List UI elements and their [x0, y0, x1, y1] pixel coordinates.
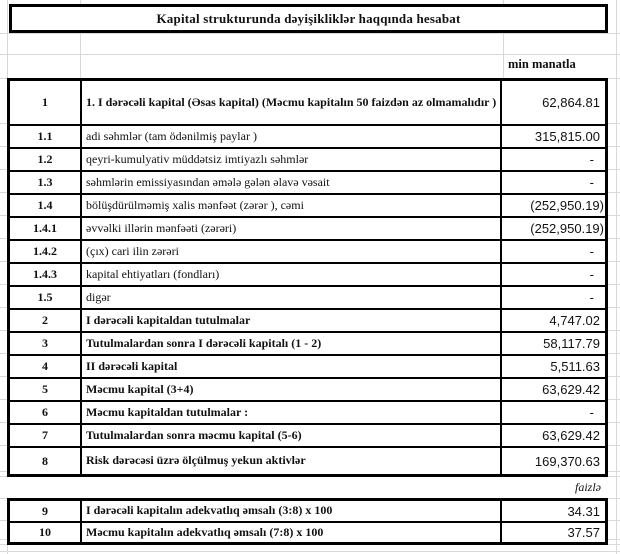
table-row: [10, 287, 605, 310]
row-number-cell: 9: [10, 501, 82, 521]
gridline-tick: [608, 169, 620, 170]
table-row: [10, 264, 605, 287]
table-row: [10, 379, 605, 402]
row-value-cell: -: [589, 405, 594, 420]
gridline-tick: [608, 78, 620, 79]
row-label-cell: II dərəcəli kapital: [82, 356, 502, 377]
gridline-tick: [608, 376, 620, 377]
gridline-tick: [608, 192, 620, 193]
table-row: [10, 310, 605, 333]
row-label-cell: Məcmu kapitalın adekvatlıq əmsalı (7:8) x 100: [82, 523, 502, 542]
gridline-tick: [0, 498, 7, 499]
gridline-tick: [0, 520, 7, 521]
table-row: [10, 333, 605, 356]
row-value-cell: (252,950.19): [530, 221, 604, 236]
row-label-cell: qeyri-kumulyativ müddətsiz imtiyazlı səhmlər: [82, 149, 502, 170]
gridline-tick: [0, 307, 7, 308]
gridline-tick: [0, 78, 7, 79]
row-value-cell: -: [589, 152, 594, 167]
row-number-cell: 1.4.1: [10, 218, 82, 239]
table-row: [10, 448, 605, 474]
gridline-tick: [0, 284, 7, 285]
gridline-tick: [608, 238, 620, 239]
percent-unit-label: faizlə: [7, 477, 608, 498]
gridline-tick: [0, 146, 7, 147]
row-number-cell: 1.5: [10, 287, 82, 308]
gridline-tick: [608, 330, 620, 331]
table-row: [10, 523, 605, 542]
gridline-tick: [0, 261, 7, 262]
table-row: [10, 126, 605, 149]
unit-label: min manatla: [508, 57, 576, 71]
row-label-cell: kapital ehtiyatları (fondları): [82, 264, 502, 285]
gridline-tick: [608, 146, 620, 147]
row-label-cell: əvvəlki illərin mənfəəti (zərəri): [82, 218, 502, 239]
row-value-cell: 63,629.42: [542, 428, 600, 443]
row-number-cell: 1.3: [10, 172, 82, 193]
row-number-cell: 1: [10, 81, 82, 124]
gridline-tick: [0, 544, 7, 545]
gridline-tick: [0, 445, 7, 446]
row-value-cell: -: [589, 175, 594, 190]
row-number-cell: 1.4.3: [10, 264, 82, 285]
table-row: [10, 356, 605, 379]
table-row: [10, 81, 605, 126]
capital-structure-table: [7, 78, 608, 477]
adequacy-ratio-table: [7, 498, 608, 545]
row-label-cell: adi səhmlər (tam ödənilmiş paylar ): [82, 126, 502, 147]
table-row: [10, 195, 605, 218]
gridline-tick: [0, 476, 7, 477]
gridline-tick: [0, 376, 7, 377]
row-value-cell: 315,815.00: [534, 129, 600, 144]
row-label-cell: bölüşdürülməmiş xalis mənfəət (zərər ), cəmi: [82, 195, 502, 216]
table-row: [10, 172, 605, 195]
gridline-tick: [0, 353, 7, 354]
row-number-cell: 1.4.2: [10, 241, 82, 262]
gridline-tick: [608, 544, 620, 545]
gridline-tick: [608, 422, 620, 423]
gridline-tick: [0, 422, 7, 423]
gridline-tick: [608, 445, 620, 446]
row-label-cell: 1. I dərəcəli kapital (Əsas kapital) (Məcmu kapitalın 50 faizdən az olmamalıdır ): [82, 81, 502, 124]
gridline-tick: [608, 261, 620, 262]
row-number-cell: 4: [10, 356, 82, 377]
row-value-cell: 34.31: [567, 503, 600, 519]
gridline-tick: [0, 215, 7, 216]
table-row: [10, 501, 605, 523]
row-label-cell: səhmlərin emissiyasından əmələ gələn əlavə vəsait: [82, 172, 502, 193]
row-label-cell: I dərəcəli kapitalın adekvatlıq əmsalı (3:8) x 100: [82, 501, 502, 521]
row-label-cell: Tutulmalardan sonra məcmu kapital (5-6): [82, 425, 502, 446]
row-number-cell: 6: [10, 402, 82, 423]
gridline-tick: [608, 307, 620, 308]
table-row: [10, 218, 605, 241]
gridline-tick: [608, 498, 620, 499]
gridline-tick: [608, 520, 620, 521]
row-number-cell: 1.2: [10, 149, 82, 170]
row-number-cell: 3: [10, 333, 82, 354]
gridline-tick: [0, 238, 7, 239]
row-value-cell: -: [589, 244, 594, 259]
row-value-cell: 63,629.42: [542, 382, 600, 397]
gridline-tick: [608, 284, 620, 285]
row-value-cell: 37.57: [567, 525, 600, 540]
gridline-tick: [608, 123, 620, 124]
gridline-tick: [608, 215, 620, 216]
gridline-tick: [0, 169, 7, 170]
row-label-cell: Məcmu kapitaldan tutulmalar :: [82, 402, 502, 423]
gridline-tick: [608, 399, 620, 400]
row-label-cell: Tutulmalardan sonra I dərəcəli kapitalı (1 - 2): [82, 333, 502, 354]
gridline-tick: [608, 471, 620, 472]
gridline-tick: [0, 471, 7, 472]
row-value-cell: -: [589, 267, 594, 282]
row-label-cell: (çıx) cari ilin zərəri: [82, 241, 502, 262]
gridline: [0, 54, 620, 55]
gridline-tick: [0, 330, 7, 331]
gridline-tick: [608, 539, 620, 540]
gridline-tick: [0, 539, 7, 540]
row-value-cell: 4,747.02: [549, 313, 600, 328]
row-number-cell: 10: [10, 523, 82, 542]
table-row: [10, 425, 605, 448]
row-label-cell: Məcmu kapital (3+4): [82, 379, 502, 400]
row-number-cell: 5: [10, 379, 82, 400]
report-title: Kapital strukturunda dəyişikliklər haqqında hesabat: [156, 10, 461, 26]
row-value-cell: 62,864.81: [542, 95, 600, 110]
row-value-cell: -: [589, 290, 594, 305]
row-value-cell: 58,117.79: [543, 336, 600, 351]
gridline: [0, 551, 620, 552]
row-label-cell: Risk dərəcəsi üzrə ölçülmuş yekun aktivlər: [82, 448, 502, 474]
table-row: [10, 149, 605, 172]
gridline: [0, 33, 620, 34]
row-number-cell: 2: [10, 310, 82, 331]
gridline-tick: [0, 399, 7, 400]
row-value-cell: 5,511.63: [550, 359, 600, 374]
table-row: [10, 402, 605, 425]
row-number-cell: 8: [10, 448, 82, 474]
row-label-cell: I dərəcəli kapitaldan tutulmalar: [82, 310, 502, 331]
row-number-cell: 1.4: [10, 195, 82, 216]
row-number-cell: 7: [10, 425, 82, 446]
gridline-tick: [0, 123, 7, 124]
row-number-cell: 1.1: [10, 126, 82, 147]
gridline-tick: [0, 192, 7, 193]
row-value-cell: (252,950.19): [530, 198, 604, 213]
report-title-box: [9, 4, 608, 33]
row-label-cell: digər: [82, 287, 502, 308]
gridline-tick: [608, 353, 620, 354]
row-value-cell: 169,370.63: [534, 453, 600, 469]
table-row: [10, 241, 605, 264]
gridline-tick: [608, 476, 620, 477]
